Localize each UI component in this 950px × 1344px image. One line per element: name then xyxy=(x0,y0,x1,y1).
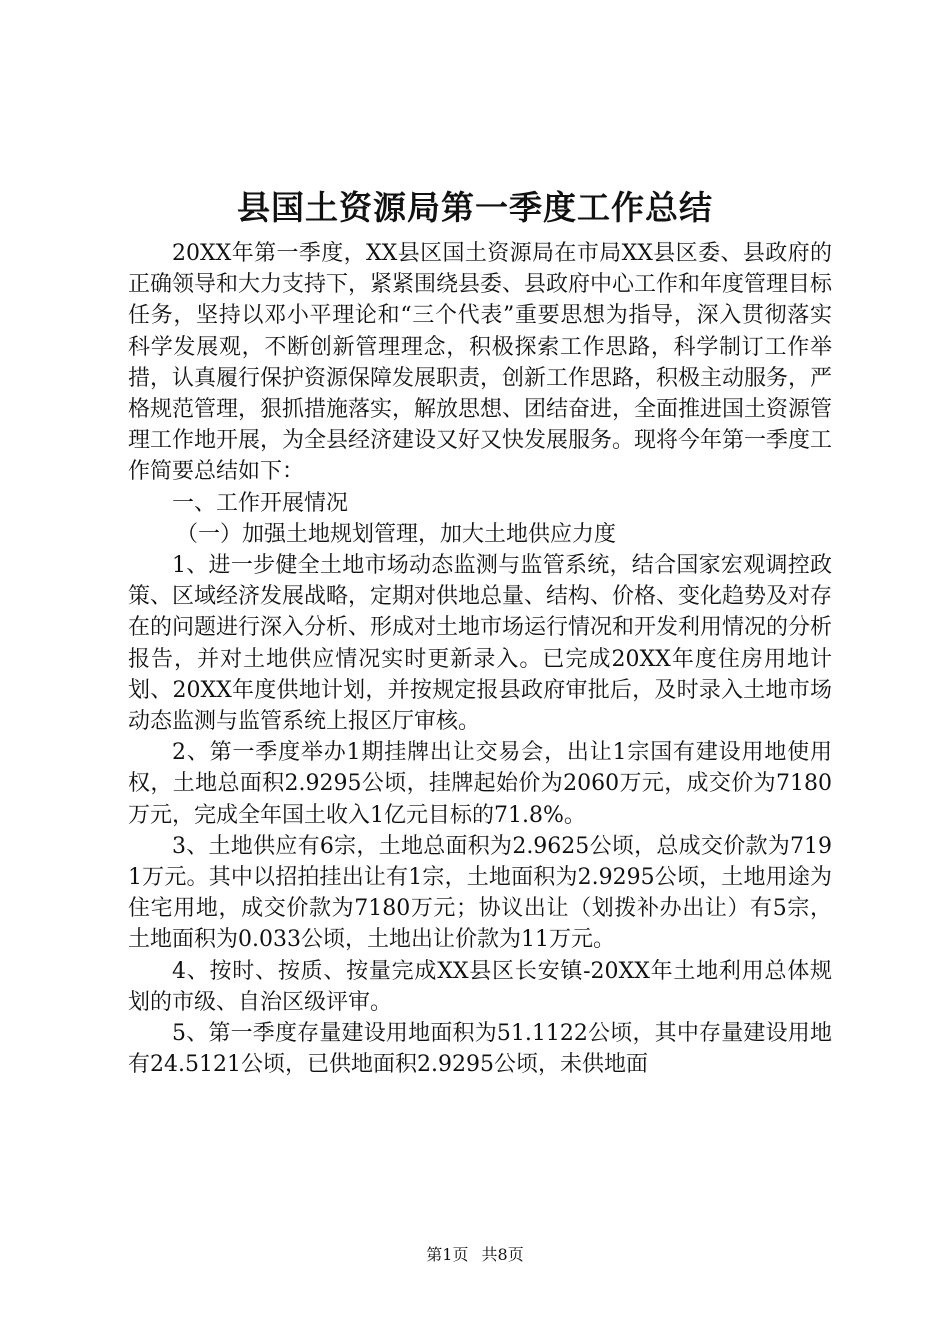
page-number: 第1页 xyxy=(426,1245,469,1264)
item-paragraph-5: 5、第一季度存量建设用地面积为51.1122公顷，其中存量建设用地有24.5121公顷，已供地面积2.9295公顷，未供地面 xyxy=(128,1021,832,1078)
item-paragraph-2: 2、第一季度举办1期挂牌出让交易会，出让1宗国有建设用地使用权，土地总面积2.9295公顷，挂牌起始价为2060万元，成交价为7180万元，完成全年国土收入1亿元目标的71.8%。 xyxy=(128,740,832,828)
page-footer xyxy=(0,1245,950,1265)
subsection-heading: （一）加强土地规划管理，加大土地供应力度 xyxy=(176,521,617,547)
item-paragraph-4: 4、按时、按质、按量完成XX县区长安镇-20XX年土地利用总体规划的市级、自治区级评审。 xyxy=(128,958,832,1015)
section-heading: 一、工作开展情况 xyxy=(172,490,349,516)
item-paragraph-1: 1、进一步健全土地市场动态监测与监管系统，结合国家宏观调控政策、区域经济发展战略，定期对供地总量、结构、价格、变化趋势及对存在的问题进行深入分析、形成对土地市场运行情况和开发利用情况的分析报告，并对土地供应情况实时更新录入。已完成20XX年度住房用地计划、20XX年度供地计划，并按规定报县政府审批后，及时录入土地市场动态监测与监管系统上报区厅审核。 xyxy=(128,553,833,735)
item-paragraph-3: 3、土地供应有6宗，土地总面积为2.9625公顷，总成交价款为7191万元。其中以招拍挂出让有1宗，土地面积为2.9295公顷，土地用途为住宅用地，成交价款为7180万元；协议出让（划拨补办出让）有5宗，土地面积为0.033公顷，土地出让价款为11万元。 xyxy=(128,833,832,953)
document-body xyxy=(128,238,832,1080)
intro-paragraph: 20XX年第一季度，XX县区国土资源局在市局XX县区委、县政府的正确领导和大力支持下，紧紧围绕县委、县政府中心工作和年度管理目标任务，坚持以邓小平理论和“三个代表”重要思想为指导，深入贯彻落实科学发展观，不断创新管理理念，积极探索工作思路，科学制订工作举措，认真履行保护资源保障发展职责，创新工作思路，积极主动服务，严格规范管理，狠抓措施落实，解放思想、团结奋进，全面推进国土资源管理工作地开展，为全县经济建设又好又快发展服务。现将今年第一季度工作简要总结如下： xyxy=(128,241,833,485)
page-total: 共8页 xyxy=(481,1245,524,1264)
document-title: 县国土资源局第一季度工作总结 xyxy=(237,188,713,227)
